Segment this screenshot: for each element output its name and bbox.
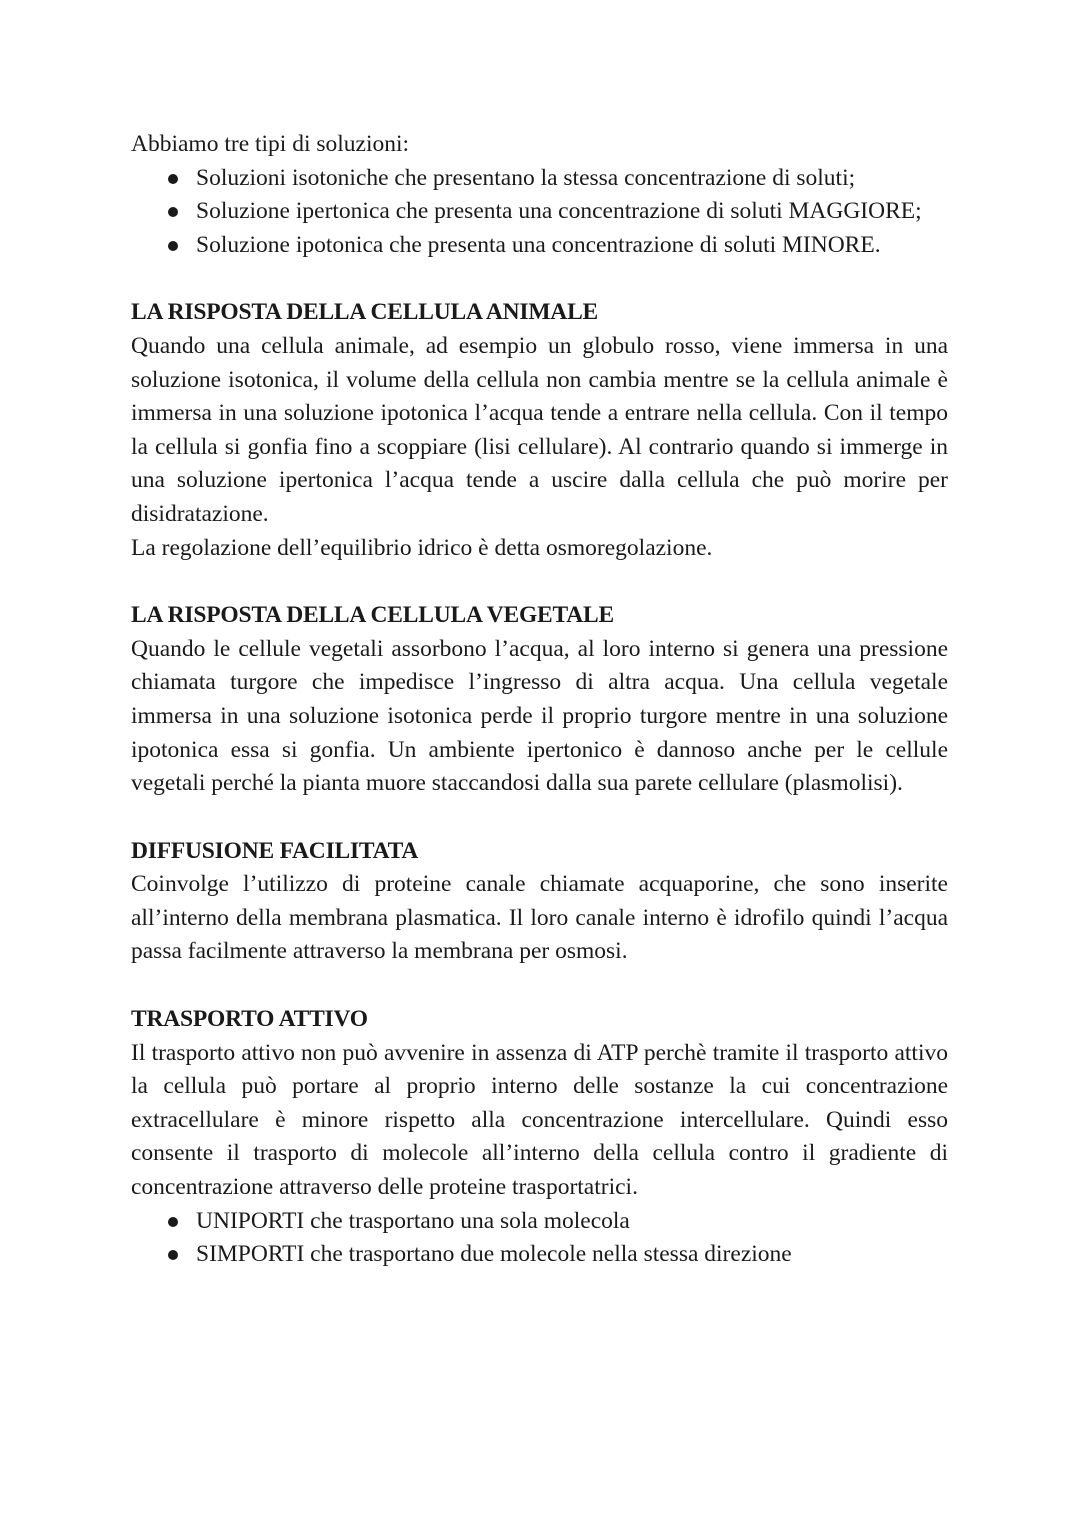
list-item — [131, 229, 948, 263]
solution-types-list — [131, 162, 948, 263]
section-plant-cell — [131, 599, 948, 801]
list-item-text: SIMPORTI che trasportano due molecole nella stessa direzione — [196, 1241, 792, 1268]
section-heading: LA RISPOSTA DELLA CELLULA VEGETALE — [131, 602, 614, 629]
paragraph: Coinvolge l’utilizzo di proteine canale chiamate acquaporine, che sono inserite all’interno della membrana plasmatica. Il loro canale interno è idrofilo quindi l’acqua passa facilmente attraverso la membrana per osmosi. — [131, 871, 948, 965]
list-item-text: Soluzione ipotonica che presenta una concentrazione di soluti MINORE. — [196, 231, 881, 258]
paragraph: Quando le cellule vegetali assorbono l’acqua, al loro interno si genera una pressione chiamata turgore che impedisce l’ingresso di altra acqua. Una cellula vegetale immersa in una soluzione isotonica perde il proprio turgore mentre in una soluzione ipotonica essa si gonfia. Un ambiente ipertonico è dannoso anche per le cellule vegetali perché la pianta muore staccandosi dalla sua parete cellulare (plasmolisi). — [131, 635, 948, 797]
section-heading: DIFFUSIONE FACILITATA — [131, 837, 419, 864]
list-item — [131, 195, 948, 229]
intro-text: Abbiamo tre tipi di soluzioni: — [131, 131, 410, 157]
bullet-icon — [168, 207, 178, 217]
paragraph: La regolazione dell’equilibrio idrico è detta osmoregolazione. — [131, 534, 713, 561]
list-item — [131, 1238, 948, 1272]
document-page — [131, 128, 948, 1272]
list-item-text: UNIPORTI che trasportano una sola molecola — [196, 1207, 630, 1234]
bullet-icon — [168, 1217, 178, 1227]
list-item-text: Soluzioni isotoniche che presentano la stessa concentrazione di soluti; — [196, 164, 856, 191]
list-item-text: Soluzione ipertonica che presenta una concentrazione di soluti MAGGIORE; — [196, 198, 922, 225]
bullet-icon — [168, 174, 178, 184]
list-item — [131, 162, 948, 196]
bullet-icon — [168, 1250, 178, 1260]
transporter-types-list — [131, 1205, 948, 1272]
section-animal-cell — [131, 296, 948, 565]
paragraph: Il trasporto attivo non può avvenire in assenza di ATP perchè tramite il trasporto attivo la cellula può portare al proprio interno delle sostanze la cui concentrazione extracellulare è minore rispetto alla concentrazione intercellulare. Quindi esso consente il trasporto di molecole all’interno della cellula contro il gradiente di concentrazione attraverso delle proteine trasportatrici. — [131, 1039, 948, 1201]
section-active-transport — [131, 1003, 948, 1272]
list-item — [131, 1205, 948, 1239]
bullet-icon — [168, 241, 178, 251]
section-facilitated-diffusion — [131, 835, 948, 969]
section-heading: LA RISPOSTA DELLA CELLULA ANIMALE — [131, 299, 599, 326]
paragraph: Quando una cellula animale, ad esempio un globulo rosso, viene immersa in una soluzione isotonica, il volume della cellula non cambia mentre se la cellula animale è immersa in una soluzione ipotonica l’acqua tende a entrare nella cellula. Con il tempo la cellula si gonfia fino a scoppiare (lisi cellulare). Al contrario quando si immerge in una soluzione ipertonica l’acqua tende a uscire dalla cellula che può morire per disidratazione. — [131, 332, 948, 527]
section-heading: TRASPORTO ATTIVO — [131, 1006, 368, 1033]
